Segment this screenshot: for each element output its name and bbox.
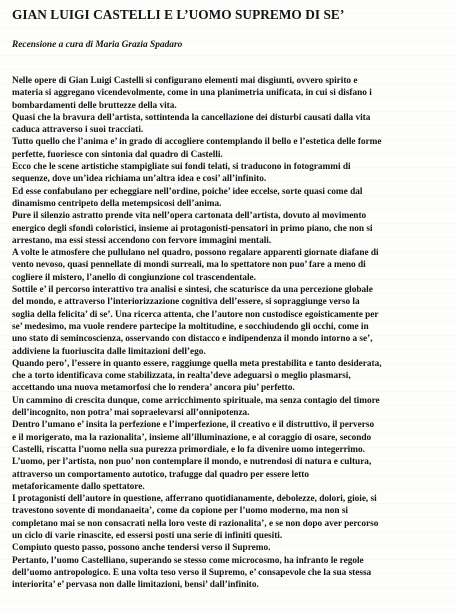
body-line: Un cammino di crescita dunque, come arricchimento spirituale, ma senza contagio del timore <box>12 395 380 406</box>
body-line: Compiuto questo passo, possono anche tendersi verso il Supremo. <box>12 543 271 554</box>
body-line: Nelle opere di Gian Luigi Castelli si configurano elementi mai disgiunti, ovvero spirito e <box>12 76 358 86</box>
body-line: e il morigerato, ma la razionalita’, insieme all’illuminazione, e al coraggio di osare, secondo <box>12 432 372 443</box>
body-line: Sottile e’ il percorso interattivo tra analisi e sintesi, che scaturisce da una percezione globale <box>12 285 373 296</box>
body-line: A volte le atmosfere che pullulano nel quadro, possono regalare apparenti giornate diafane di <box>12 248 379 259</box>
body-line: caduca attraverso i suoi tracciati. <box>12 125 144 136</box>
body-line: arrestano, ma essi stessi accendono con fervore immagini mentali. <box>12 235 272 246</box>
body-line: interiorita’ e’ pervasa non dalle limitazioni, bensi’ dall’infinito. <box>12 580 259 591</box>
body-line: metaforicamente dallo spettatore. <box>12 481 145 492</box>
body-line: Quasi che la bravura dell’artista, sottintenda la cancellazione dei disturbi causati dalla vita <box>12 112 371 123</box>
body-line: bombardamenti delle bruttezze della vita. <box>12 100 177 111</box>
body-line: Tutto quello che l’anima e’ in grado di accogliere contemplando il bello e l’estetica delle forme <box>12 137 382 148</box>
body-line: soglia della felicita’ di se’. Una ricerca attenta, che l’autore non custodisce egoisticamente per <box>12 309 379 320</box>
body-line: travestono sovente di mondanaeita’, come da copione per l’uomo moderno, ma non si <box>12 506 348 517</box>
body-line: dinamismo centripeto della metempsicosi dell’anima. <box>12 198 222 209</box>
body-line: vento nevoso, quasi pennellate di mondi surreali, ma lo spettatore non puo’ fare a meno di <box>12 260 366 271</box>
body-line: Pertanto, l’uomo Castelliano, superando se stesso come microcosmo, ha infranto le regole <box>12 555 364 566</box>
body-line: accettando una nuova metamorfosi che lo rendera’ ancora piu’ perfetto. <box>12 383 295 394</box>
body-line: uno stato di semincoscienza, osservando con distacco e indipendenza il mondo intorno a se’, <box>12 334 373 345</box>
document-subtitle: Recensione a cura di Maria Grazia Spadaro <box>12 40 183 50</box>
body-line: Dentro l’umano e’ insita la perfezione e l’imperfezione, il creativo e il distruttivo, il perverso <box>12 420 375 431</box>
body-line: cogliere il mistero, l’anello di congiunzione col trascendentale. <box>12 272 256 283</box>
body-line: se’ medesimo, ma vuole rendere partecipe la moltitudine, e socchiudendo gli occhi, come in <box>12 321 369 332</box>
body-line: dell’uomo antropologico. E una volta teso verso il Supremo, e’ consapevole che la sua stessa <box>12 567 372 578</box>
body-line: energico degli sfondi coloristici, insieme ai protagonisti-pensatori in primo piano, che non si <box>12 223 373 234</box>
body-line: Ed esse confabulano per echeggiare nell’ordine, poiche’ idee eccelse, sorte quasi come dal <box>12 186 363 197</box>
body-line: Pure il silenzio astratto prende vita nell’opera cartonata dell’artista, dovuto al movimento <box>12 211 367 222</box>
body-line: attraverso un comportamento autotico, trafugge dal quadro per essere letto <box>12 469 310 480</box>
body-line: Ecco che le scene artistiche stampigliate sui fondi telati, si traducono in fotogrammi di <box>12 162 351 173</box>
document-body <box>12 75 449 591</box>
body-line: L’uomo, per l’artista, non puo’ non contemplare il mondo, e nutrendosi di natura e cultura, <box>12 457 372 468</box>
body-line: sequenze, dove un’idea richiama un’altra idea e cosi’ all’infinito. <box>12 174 267 185</box>
body-line: un ciclo di varie rinascite, ed essersi posti una serie di infiniti quesiti. <box>12 530 283 541</box>
body-line: Quando pero’, l’essere in quanto essere, raggiunge quella meta prestabilita e tanto desiderata, <box>12 358 382 369</box>
body-line: Castelli, riscatta l’uomo nella sua purezza primordiale, e lo fa divenire uomo integerrimo. <box>12 444 365 455</box>
body-line: completano mai se non consacrati nella loro veste di razionalita’, e se non dopo aver percorso <box>12 518 379 529</box>
body-line: materia si aggregano vicendevolmente, come in una planimetria unificata, in cui si disfano i <box>12 88 372 99</box>
body-line: dell’incognito, non potra’ mai sopraelevarsi all’onnipotenza. <box>12 408 250 419</box>
body-line: del mondo, e attraverso l’interiorizzazione cognitiva dell’essere, si sopraggiunge verso la <box>12 297 360 308</box>
body-line: addiviene la fuoriuscita dalle limitazioni dell’ego. <box>12 346 206 357</box>
body-line: che a torto identificava come stabilizzata, in realta’deve adeguarsi o meglio plasmarsi, <box>12 371 351 382</box>
body-line: perfette, fuoriesce con sintonia dal quadro di Castelli. <box>12 149 223 160</box>
body-line: I protagonisti dell’autore in questione, afferrano quotidianamente, debolezze, dolori, gioie, si <box>12 494 377 505</box>
document-title: GIAN LUIGI CASTELLI E L’UOMO SUPREMO DI SE’ <box>12 7 345 22</box>
